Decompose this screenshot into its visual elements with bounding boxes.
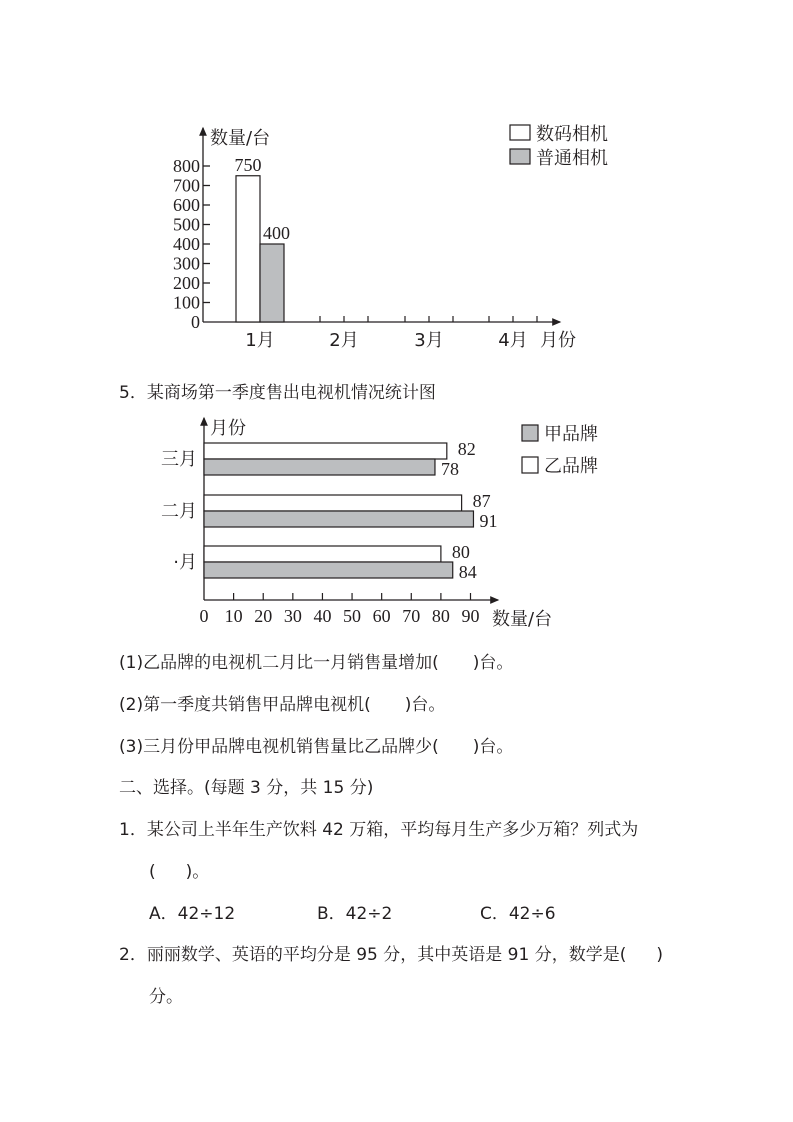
bar-jia-brand [204, 511, 473, 527]
option-b[interactable]: B．42÷2 [317, 904, 393, 924]
x-tick-label: 40 [313, 606, 332, 626]
legend-swatch-white [510, 125, 530, 140]
question-3 [119, 732, 513, 757]
y-axis-label: 月份 [210, 418, 246, 439]
y-tick-label: 三月 [161, 449, 197, 470]
y-tick-label: 400 [173, 234, 200, 254]
x-axis-label: 数量/台 [492, 609, 553, 630]
y-tick-label: 800 [173, 156, 200, 176]
choice-question-2-line1 [119, 940, 663, 965]
legend-label-yi: 乙品牌 [544, 456, 598, 477]
y-axis-label: 数量/台 [210, 128, 271, 149]
legend [510, 124, 608, 169]
bar-jia-brand [204, 459, 435, 475]
legend-swatch-gray [522, 425, 538, 441]
paren-open: ( [149, 862, 156, 882]
question-text: (1)乙品牌的电视机二月比一月销售量增加( [119, 653, 439, 673]
paren-close: ) [656, 945, 663, 965]
legend-label-jia: 甲品牌 [544, 424, 598, 445]
y-tick-label: 二月 [161, 501, 197, 522]
legend [522, 424, 598, 477]
x-tick-label: 60 [372, 606, 391, 626]
data-label: 84 [458, 562, 477, 582]
data-label: 400 [263, 223, 290, 243]
data-label: 78 [440, 459, 459, 479]
legend-swatch-gray [510, 149, 530, 164]
y-tick-label: 300 [173, 253, 200, 274]
legend-label-normal: 普通相机 [536, 148, 608, 169]
x-tick-label: 3月 [414, 330, 444, 351]
section5-title: 5．某商场第一季度售出电视机情况统计图 [119, 383, 436, 403]
bar-yi-brand [204, 495, 462, 511]
choice-question-1-line2 [149, 857, 209, 882]
x-tick-label: 80 [431, 606, 450, 626]
x-tick-label: 1月 [245, 330, 275, 351]
data-label: 750 [234, 154, 262, 175]
question-text: 2．丽丽数学、英语的平均分是 95 分，其中英语是 91 分，数学是( [119, 945, 627, 965]
bar-yi-brand [204, 546, 441, 562]
legend-swatch-white [522, 457, 538, 473]
x-tick-label: 30 [283, 606, 302, 626]
x-tick-label: 20 [254, 606, 273, 626]
camera-sales-bar-chart [0, 0, 793, 370]
section2-heading: 二、选择。(每题 3 分，共 15 分) [119, 778, 374, 798]
y-tick-label: 100 [173, 292, 200, 313]
question-1 [119, 648, 513, 673]
bar-normal-camera [260, 244, 284, 322]
y-tick-label: 0 [191, 312, 200, 332]
paren-close: )。 [185, 862, 210, 882]
choice-question-1-line1: 1．某公司上半年生产饮料 42 万箱，平均每月生产多少万箱？列式为 [119, 820, 639, 840]
option-a[interactable]: A．42÷12 [149, 904, 236, 924]
data-label: 82 [457, 439, 476, 459]
x-tick-label: 10 [224, 606, 243, 626]
x-tick-label: 70 [402, 606, 421, 626]
y-tick-label: ·月 [173, 552, 197, 573]
y-tick-label: 200 [173, 273, 200, 293]
question-text: (3)三月份甲品牌电视机销售量比乙品牌少( [119, 737, 439, 757]
data-label: 80 [451, 542, 470, 562]
question-2 [119, 690, 445, 715]
tv-sales-bar-chart [0, 400, 793, 640]
x-tick-label: 2月 [329, 330, 359, 351]
x-tick-label: 4月 [498, 330, 528, 351]
bar-yi-brand [204, 443, 447, 459]
bar-jia-brand [204, 562, 453, 578]
choice-question-2-line2: 分。 [149, 987, 183, 1007]
question-suffix: )台。 [404, 695, 446, 715]
y-tick-label: 500 [173, 214, 200, 235]
bar-digital-camera [236, 176, 260, 322]
y-tick-label: 600 [173, 195, 200, 215]
question-suffix: )台。 [472, 737, 514, 757]
option-c[interactable]: C．42÷6 [480, 904, 556, 924]
question-suffix: )台。 [472, 653, 514, 673]
question-text: (2)第一季度共销售甲品牌电视机( [119, 695, 371, 715]
x-tick-label: 0 [199, 606, 209, 626]
x-tick-label: 50 [343, 606, 362, 626]
legend-label-digital: 数码相机 [536, 124, 608, 145]
data-label: 91 [479, 511, 498, 531]
y-tick-label: 700 [173, 175, 200, 196]
x-tick-label: 90 [461, 606, 480, 626]
data-label: 87 [472, 491, 491, 511]
x-axis-label: 月份 [540, 330, 576, 351]
